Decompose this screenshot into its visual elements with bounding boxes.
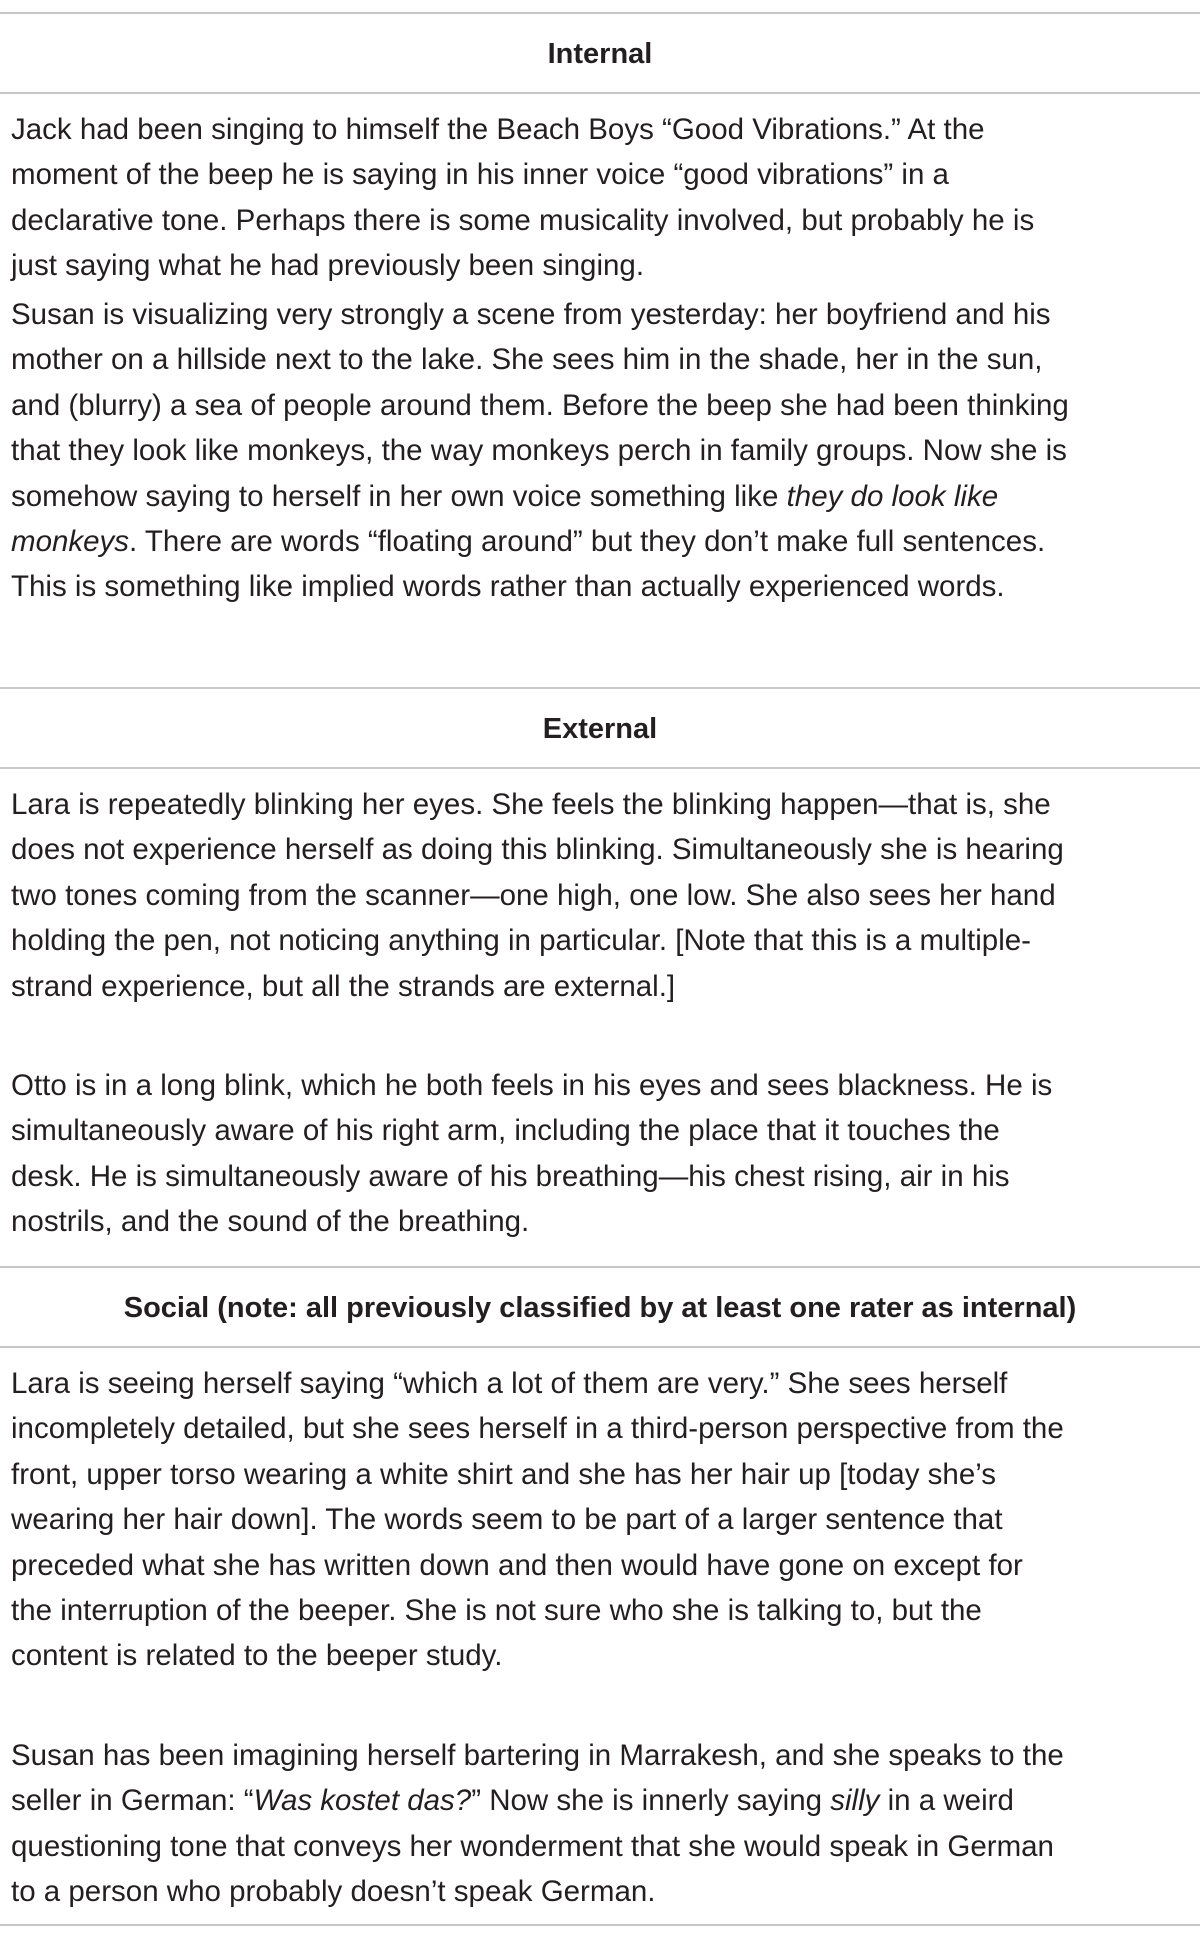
text-run: in a weird questioning tone that conveys her wonderment that she would speak in German to a person who probably doesn’t speak German. bbox=[11, 1784, 1054, 1909]
text-run: Jack had been singing to himself the Beach Boys “Good Vibrations.” At the moment of the beep he is saying in his inner voice “good vibrations” in a declarative tone. Perhaps there is some musicality involved, but probably he is just saying what he had previously been singing. bbox=[11, 113, 1035, 283]
text-run: Lara is repeatedly blinking her eyes. She feels the blinking happen—that is, she does not experience herself as doing this blinking. Simultaneously she is hearing two tones coming from the scanner—one high, one low. She also sees her hand holding the pen, not noticing anything in particular. [Note that this is a multiple-strand experience, but all the strands are external.] bbox=[11, 788, 1064, 1003]
entry-paragraph bbox=[11, 1361, 1071, 1679]
text-run: Susan has been imagining herself bartering in Marrakesh, and she speaks to the seller in German: “ bbox=[11, 1739, 1064, 1818]
entry-paragraph bbox=[11, 292, 1071, 610]
text-run: ” Now she is innerly saying bbox=[471, 1784, 831, 1818]
section-divider bbox=[0, 1346, 1200, 1348]
italic-text-run: Was kostet das? bbox=[253, 1784, 472, 1818]
italic-text-run: silly bbox=[830, 1784, 880, 1818]
section-divider bbox=[0, 767, 1200, 769]
text-run: Susan is visualizing very strongly a scene from yesterday: her boyfriend and his mother on a hillside next to the lake. She sees him in the shade, her in the sun, and (blurry) a sea of people around them. Before the beep she had been thinking that they look like monkeys, the way monkeys perch in family groups. Now she is somehow saying to herself in her own voice something like bbox=[11, 298, 1069, 513]
section-heading-internal: Internal bbox=[547, 38, 653, 70]
section-heading-external: External bbox=[542, 713, 658, 745]
text-run: Otto is in a long blink, which he both feels in his eyes and sees blackness. He is simultaneously aware of his right arm, including the place that it touches the desk. He is simultaneously aware of his breathing—his chest rising, air in his nostrils, and the sound of the breathing. bbox=[11, 1069, 1053, 1239]
text-run: Lara is seeing herself saying “which a lot of them are very.” She sees herself incompletely detailed, but she sees herself in a third-person perspective from the front, upper torso wearing a white shirt and she has her hair up [today she’s wearing her hair down]. The words seem to be part of a larger sentence that preceded what she has written down and then would have gone on except for the interruption of the beeper. She is not sure who she is talking to, but the content is related to the beeper study. bbox=[11, 1367, 1064, 1673]
entry-paragraph bbox=[11, 1063, 1071, 1245]
table-top-rule bbox=[0, 12, 1200, 14]
table-bottom-rule bbox=[0, 1924, 1200, 1926]
entry-paragraph bbox=[11, 107, 1071, 289]
entry-paragraph bbox=[11, 782, 1071, 1009]
italic-text-run: they do look like monkeys bbox=[11, 479, 999, 559]
text-run: . There are words “floating around” but they don’t make full sentences. This is something like implied words rather than actually experienced words. bbox=[11, 525, 1046, 604]
section-divider bbox=[0, 92, 1200, 94]
section-divider bbox=[0, 1266, 1200, 1268]
entry-paragraph bbox=[11, 1733, 1071, 1915]
section-divider bbox=[0, 687, 1200, 689]
section-heading-social: Social (note: all previously classified by at least one rater as internal) bbox=[123, 1292, 1077, 1324]
